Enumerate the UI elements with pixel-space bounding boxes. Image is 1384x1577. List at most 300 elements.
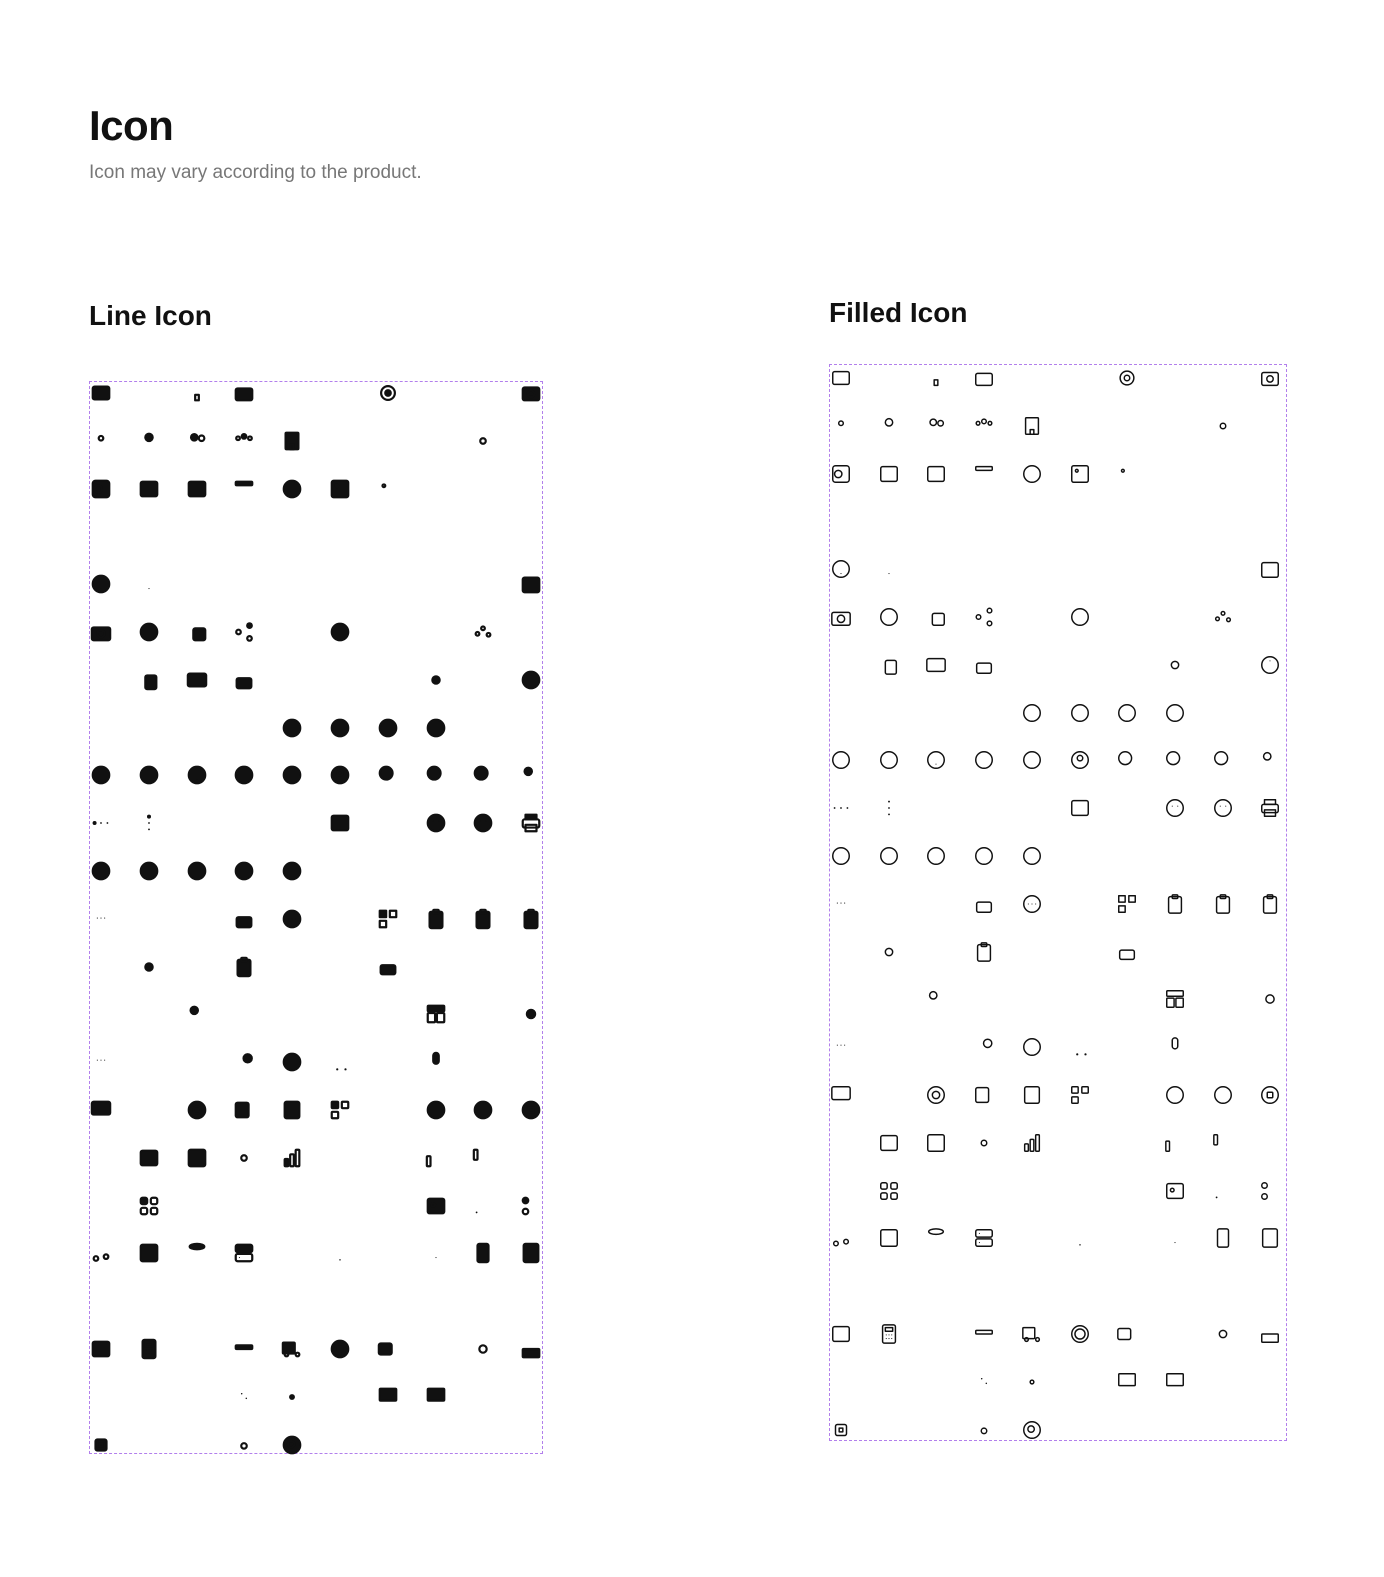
moon-icon [921, 937, 951, 967]
group-icon [969, 411, 999, 441]
server-icon [229, 1238, 259, 1268]
warning-icon [874, 554, 904, 584]
map-icon [373, 1191, 403, 1221]
dashed-circle-icon [468, 1334, 498, 1364]
eye-icon [468, 426, 498, 456]
pound-icon [229, 856, 259, 886]
code-icon [468, 952, 498, 982]
message-icon [86, 904, 116, 934]
align-left-icon [874, 506, 904, 536]
arrow-left-small-icon [373, 999, 403, 1029]
bank-icon [373, 1095, 403, 1125]
paperclip-icon [1112, 793, 1142, 823]
stop-circle-icon [516, 1095, 546, 1125]
clipboard-icon [1255, 889, 1285, 919]
zoom-in-icon [373, 760, 403, 790]
pound-icon [969, 841, 999, 871]
upload-icon [182, 808, 212, 838]
sparkles-icon [134, 999, 164, 1029]
video-icon [1112, 1319, 1142, 1349]
tray-download-icon [421, 1286, 451, 1316]
files-icon [134, 665, 164, 695]
plus-circle-icon [229, 760, 259, 790]
trending-up-icon [1017, 650, 1047, 680]
backspace-icon [373, 1238, 403, 1268]
align-center-icon [182, 521, 212, 551]
building-icon [1017, 411, 1047, 441]
sort-down-icon [516, 713, 546, 743]
fingerprint-icon [1017, 1271, 1047, 1301]
arrow-left-icon [229, 713, 259, 743]
microphone-icon [421, 1047, 451, 1077]
gift-icon [229, 1334, 259, 1364]
mobile-icon [1208, 1223, 1238, 1253]
home-icon [921, 363, 951, 393]
truck-icon [1017, 1319, 1047, 1349]
phone-outgoing-icon [1208, 459, 1238, 489]
chevrons-up-icon [969, 1271, 999, 1301]
swap-icon [373, 521, 403, 551]
close-icon [1160, 506, 1190, 536]
heart-icon [277, 617, 307, 647]
chevron-right-icon [1112, 841, 1142, 871]
home-icon [182, 378, 212, 408]
sign-out-icon [1017, 1223, 1047, 1253]
fast-forward-icon [1208, 1367, 1238, 1397]
translate-icon [468, 378, 498, 408]
shopping-bag-icon [1112, 1128, 1142, 1158]
book-icon [1017, 1080, 1047, 1110]
chevron-right-icon [373, 856, 403, 886]
code-icon [1208, 937, 1238, 967]
calculator-icon [874, 1319, 904, 1349]
euro-icon [921, 841, 951, 871]
cloud-download-icon [969, 554, 999, 584]
arrow-up-small-icon [969, 984, 999, 1014]
external-link-icon [826, 937, 856, 967]
page-subtitle: Icon may vary according to the product. [89, 162, 422, 183]
clipboard-list-icon [468, 904, 498, 934]
info-icon [1255, 650, 1285, 680]
document-search-icon [229, 1430, 259, 1460]
microphone-icon [1160, 1032, 1190, 1062]
megaphone-icon [468, 1047, 498, 1077]
sliders-icon [1208, 602, 1238, 632]
terminal-icon [874, 1128, 904, 1158]
pie-chart-icon [1017, 554, 1047, 584]
chat-dots-icon [86, 1047, 116, 1077]
arrow-right-circle-icon [1017, 698, 1047, 728]
video-icon [373, 1334, 403, 1364]
inbox-stack-icon [1112, 937, 1142, 967]
film-icon [874, 1223, 904, 1253]
smile-icon [1160, 793, 1190, 823]
film-icon [134, 1238, 164, 1268]
inbox-icon [874, 459, 904, 489]
broadcast-icon [277, 1382, 307, 1412]
file-download-icon [1112, 554, 1142, 584]
arrow-up-circle-icon [1160, 698, 1190, 728]
calendar-icon [516, 569, 546, 599]
sliders-icon [468, 617, 498, 647]
check-circle-icon [874, 745, 904, 775]
chevron-down-icon [325, 856, 355, 886]
arrow-right-circle-icon [277, 713, 307, 743]
clipboard-check-icon [1160, 889, 1190, 919]
clock-icon [277, 474, 307, 504]
arrow-right-icon [874, 698, 904, 728]
inbox-download-icon [921, 459, 951, 489]
check-icon [1160, 363, 1190, 393]
folder-open-icon [1112, 1271, 1142, 1301]
file-minus-icon [468, 569, 498, 599]
document-text-icon [1255, 1271, 1285, 1301]
arrow-down-thin-icon [1208, 1415, 1238, 1445]
signal-off-icon [1065, 1367, 1095, 1397]
menu-icon [86, 521, 116, 551]
lock-icon [969, 650, 999, 680]
bell-icon [134, 378, 164, 408]
server-icon [969, 1223, 999, 1253]
smile-icon [421, 808, 451, 838]
arrow-left-thin-icon [1255, 1415, 1285, 1445]
broadcast-icon [1017, 1367, 1047, 1397]
unlock-icon [229, 904, 259, 934]
cake-icon [516, 1334, 546, 1364]
wifi-icon [325, 1238, 355, 1268]
sun-icon [134, 952, 164, 982]
clock-icon [1017, 459, 1047, 489]
cloud-upload-icon [921, 554, 951, 584]
trending-down-icon [325, 665, 355, 695]
align-left-icon [134, 521, 164, 551]
more-vertical-icon [134, 808, 164, 838]
flask-icon [921, 1319, 951, 1349]
plus-small-icon [134, 1382, 164, 1412]
cloud-icon [421, 1334, 451, 1364]
trending-up-icon [277, 665, 307, 695]
camera-retro-icon [1255, 363, 1285, 393]
minus-circle-icon [1017, 745, 1047, 775]
image-icon [325, 474, 355, 504]
table-icon [86, 1334, 116, 1364]
chevrons-down-icon [874, 1271, 904, 1301]
more-horizontal-icon [86, 808, 116, 838]
arrow-up-icon [826, 698, 856, 728]
sort-up-icon [1208, 698, 1238, 728]
mail-icon [826, 363, 856, 393]
logout-icon [182, 1047, 212, 1077]
stop-circle-icon [1255, 1080, 1285, 1110]
folder-plus-icon [1017, 1176, 1047, 1206]
eye-off-icon [969, 1128, 999, 1158]
pie-chart-icon [277, 569, 307, 599]
map-pin-icon [86, 426, 116, 456]
reply-icon [1208, 984, 1238, 1014]
shield-check-icon [1017, 363, 1047, 393]
search-circle-icon [1017, 1415, 1047, 1445]
edit-icon [373, 426, 403, 456]
align-right-icon [229, 521, 259, 551]
lightbulb-icon [516, 999, 546, 1029]
user-minus-icon [182, 999, 212, 1029]
feedback-icon [1017, 937, 1047, 967]
lifebuoy-icon [921, 1080, 951, 1110]
briefcase-icon [229, 378, 259, 408]
frown-icon [468, 808, 498, 838]
chat-bubbles-icon [874, 1080, 904, 1110]
file-plus-icon [421, 569, 451, 599]
sort-arrows-icon [1065, 506, 1095, 536]
phone-incoming-icon [1255, 459, 1285, 489]
coin-icon [1065, 1319, 1095, 1349]
arrow-up-thin-icon [373, 1430, 403, 1460]
zoom-out-icon [421, 760, 451, 790]
wifi-icon [1065, 1223, 1095, 1253]
ticket-icon [921, 889, 951, 919]
cursor-click-icon [373, 1047, 403, 1077]
copy-icon [921, 602, 951, 632]
lock-icon [229, 665, 259, 695]
book-icon [277, 1095, 307, 1125]
document-search-icon [969, 1415, 999, 1445]
thumbs-down-icon [1208, 1128, 1238, 1158]
receipt-tax-icon [229, 1382, 259, 1412]
hand-icon [516, 1143, 546, 1173]
dollar-icon [86, 856, 116, 886]
graduation-cap-icon [874, 1415, 904, 1445]
rss-icon [468, 1191, 498, 1221]
help-circle-icon [826, 554, 856, 584]
mute-icon [421, 617, 451, 647]
swap-icon [1112, 506, 1142, 536]
star-icon [86, 1143, 116, 1173]
tray-download-icon [1160, 1271, 1190, 1301]
report-icon [921, 1128, 951, 1158]
mail-icon [86, 378, 116, 408]
receipt-return-icon [874, 889, 904, 919]
info-icon [516, 665, 546, 695]
scissors-icon [516, 1191, 546, 1221]
qr-code-icon [373, 904, 403, 934]
line-icon-section-title: Line Icon [89, 300, 212, 331]
plus-icon [468, 521, 498, 551]
arrow-right-thin-icon [421, 1430, 451, 1460]
grid-icon [874, 1176, 904, 1206]
arrow-right-small-icon [277, 999, 307, 1029]
clipboard-check-icon [421, 904, 451, 934]
user-plus-icon [516, 760, 546, 790]
user-icon [874, 411, 904, 441]
globe-icon [874, 602, 904, 632]
image-icon [1065, 459, 1095, 489]
minus-icon [1065, 1415, 1095, 1445]
bookmark-icon [1255, 411, 1285, 441]
phone-missed-icon [826, 1367, 856, 1397]
tag-icon [373, 474, 403, 504]
check-icon [421, 378, 451, 408]
more-vertical-icon [874, 793, 904, 823]
download-icon [969, 793, 999, 823]
trash-icon [468, 665, 498, 695]
list-icon [1017, 793, 1047, 823]
edit-icon [1112, 411, 1142, 441]
backspace-icon [1112, 1223, 1142, 1253]
mute-icon [1160, 602, 1190, 632]
archive-icon [969, 459, 999, 489]
chevrons-left-icon [182, 1286, 212, 1316]
more-horizontal-icon [826, 793, 856, 823]
clipboard-list-icon [1208, 889, 1238, 919]
cube-icon [325, 1286, 355, 1316]
cloud-icon [1160, 1319, 1190, 1349]
file-plus-icon [1160, 554, 1190, 584]
minus-circle-icon [277, 760, 307, 790]
document-chart-icon [874, 1032, 904, 1062]
chevron-up-icon [421, 856, 451, 886]
warning-icon [134, 569, 164, 599]
x-circle-icon [86, 760, 116, 790]
presentation-chart-icon [1112, 1367, 1142, 1397]
id-card-icon [421, 1191, 451, 1221]
arrow-up-small-icon [229, 999, 259, 1029]
table-icon [826, 1319, 856, 1349]
arrow-left-circle-icon [1112, 698, 1142, 728]
align-right-icon [969, 506, 999, 536]
globe-icon [134, 617, 164, 647]
printer-icon [1255, 793, 1285, 823]
inbox-icon [134, 474, 164, 504]
copy-icon [182, 617, 212, 647]
map-pin-icon [826, 411, 856, 441]
newspaper-icon [229, 1095, 259, 1125]
cake-icon [1255, 1319, 1285, 1349]
coin-icon [325, 1334, 355, 1364]
cart-icon [1065, 1032, 1095, 1062]
toggle-icon [826, 459, 856, 489]
close-icon [421, 521, 451, 551]
phone-icon [1160, 459, 1190, 489]
users-icon [182, 426, 212, 456]
euro-icon [182, 856, 212, 886]
chevron-down-icon [1065, 841, 1095, 871]
report-icon [182, 1143, 212, 1173]
pause-circle-icon [1208, 1080, 1238, 1110]
lightbulb-icon [1255, 984, 1285, 1014]
layout-icon [421, 999, 451, 1029]
thumbs-up-icon [1160, 1128, 1190, 1158]
archive-icon [229, 474, 259, 504]
bank-icon [1112, 1080, 1142, 1110]
puzzle-icon [921, 1176, 951, 1206]
arrow-down-icon [182, 713, 212, 743]
id-card-icon [1160, 1176, 1190, 1206]
volume-icon [373, 617, 403, 647]
arrow-down-icon [921, 698, 951, 728]
logout-icon [921, 1032, 951, 1062]
lifebuoy-icon [182, 1095, 212, 1125]
alert-circle-icon [921, 745, 951, 775]
flag-icon [325, 952, 355, 982]
mail-open-icon [826, 650, 856, 680]
cube-icon [1065, 1271, 1095, 1301]
translate-icon [1208, 363, 1238, 393]
yen-icon [874, 841, 904, 871]
cart-icon [325, 1047, 355, 1077]
sort-down-icon [1255, 698, 1285, 728]
arrow-up-thin-icon [1112, 1415, 1142, 1445]
puzzle-icon [182, 1191, 212, 1221]
equal-icon [277, 521, 307, 551]
align-center-icon [921, 506, 951, 536]
user-circle-icon [325, 760, 355, 790]
tray-icon [1208, 1271, 1238, 1301]
file-minus-icon [1208, 554, 1238, 584]
help-circle-icon [86, 569, 116, 599]
files-icon [874, 650, 904, 680]
chevrons-up-icon [229, 1286, 259, 1316]
at-sign-icon [421, 665, 451, 695]
triangle-icon [421, 1238, 451, 1268]
arrow-down-small-icon [1065, 984, 1095, 1014]
flag-icon [1065, 937, 1095, 967]
ban-icon [277, 1047, 307, 1077]
earth-icon [325, 617, 355, 647]
triangle-icon [1160, 1223, 1190, 1253]
camera-icon [86, 617, 116, 647]
users-icon [921, 411, 951, 441]
folder-download-icon [229, 1191, 259, 1221]
lightning-icon [516, 952, 546, 982]
line-icon-grid [89, 381, 543, 1454]
search-circle-icon [277, 1430, 307, 1460]
columns-icon [325, 808, 355, 838]
book-open-icon [1160, 937, 1190, 967]
phone-icon [421, 474, 451, 504]
badge-check-icon [1255, 1032, 1285, 1062]
search-icon [468, 760, 498, 790]
refresh-icon [516, 521, 546, 551]
message-icon [826, 889, 856, 919]
rss-icon [1208, 1176, 1238, 1206]
rewind-icon [516, 1382, 546, 1412]
plus-circle-icon [969, 745, 999, 775]
plus-small-icon [874, 1367, 904, 1397]
feedback-icon [277, 952, 307, 982]
file-icon [325, 569, 355, 599]
group-icon [229, 426, 259, 456]
tablet-icon [516, 1238, 546, 1268]
minus-small-icon [921, 1367, 951, 1397]
folder-open-icon [373, 1286, 403, 1316]
chevron-up-down-icon [1255, 841, 1285, 871]
folder-plus-icon [277, 1191, 307, 1221]
search-icon [1208, 745, 1238, 775]
sun-icon [874, 937, 904, 967]
file-icon [1065, 554, 1095, 584]
chevrons-right-icon [826, 1271, 856, 1301]
chat-bubbles-icon [134, 1095, 164, 1125]
equal-icon [1017, 506, 1047, 536]
columns-icon [1065, 793, 1095, 823]
inbox-stack-icon [373, 952, 403, 982]
tray-icon [468, 1286, 498, 1316]
presentation-icon [421, 1382, 451, 1412]
zoom-in-icon [1112, 745, 1142, 775]
pencil-icon [421, 426, 451, 456]
paperclip-icon [373, 808, 403, 838]
filled-icon-section-title: Filled Icon [829, 297, 968, 328]
